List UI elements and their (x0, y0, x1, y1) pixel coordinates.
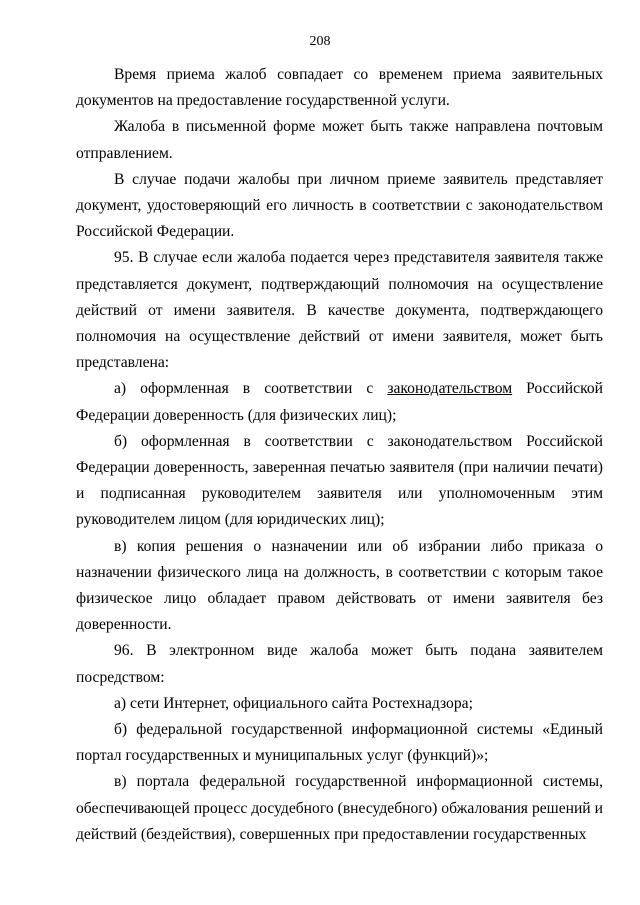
paragraph-95-v: в) копия решения о назначении или об избрании либо приказа о назначении физического лица на должность, в соответствии с которым такое физическое лицо обладает правом действовать от имени заявителя без доверенности. (76, 537, 603, 634)
paragraph-96-a: а) сети Интернет, официального сайта Ростехнадзора; (114, 694, 473, 712)
paragraph-96-electronic: 96. В электронном виде жалоба может быть подана заявителем посредством: (76, 642, 603, 686)
paragraph-95-b: б) оформленная в соответствии с законодательством Российской Федерации доверенность, заверенная печатью заявителя (при наличии печати) и подписанная руководителем заявителя или уполномоченным этим руководителем лицом (для юридических лиц); (76, 432, 603, 529)
paragraph-95-a-end: Российской Федерации доверенность (для физических лиц); (76, 380, 603, 424)
page-number: 208 (309, 34, 331, 49)
paragraph-reception-time: Время приема жалоб совпадает со временем приема заявительных документов на предоставление государственной услуги. (76, 66, 603, 110)
paragraph-95-a (76, 376, 603, 428)
paragraph-95-representative: 95. В случае если жалоба подается через представителя заявителя также представляется документ, подтверждающий полномочия на осуществление действий от имени заявителя. В качестве документа, подтверждающего полномочия на осуществление действий от имени заявителя, может быть представлена: (76, 249, 603, 372)
legislation-link[interactable]: законодательством (387, 380, 513, 398)
paragraph-96-v: в) портала федеральной государственной информационной системы, обеспечивающей процесс досудебного (внесудебного) обжалования решений и действий (бездействия), совершенных при предоставлении государственных (76, 773, 603, 843)
paragraph-95-a-start: а) оформленная в соответствии с (114, 380, 388, 398)
paragraph-personal-reception: В случае подачи жалобы при личном приеме заявитель представляет документ, удостоверяющий его личность в соответствии с законодательством Российской Федерации. (76, 170, 603, 241)
paragraph-postal-complaint: Жалоба в письменной форме может быть также направлена почтовым отправлением. (76, 118, 603, 162)
document-body (76, 62, 603, 848)
paragraph-96-b: б) федеральной государственной информационной системы «Единый портал государственных и муниципальных услуг (функций)»; (76, 721, 603, 765)
